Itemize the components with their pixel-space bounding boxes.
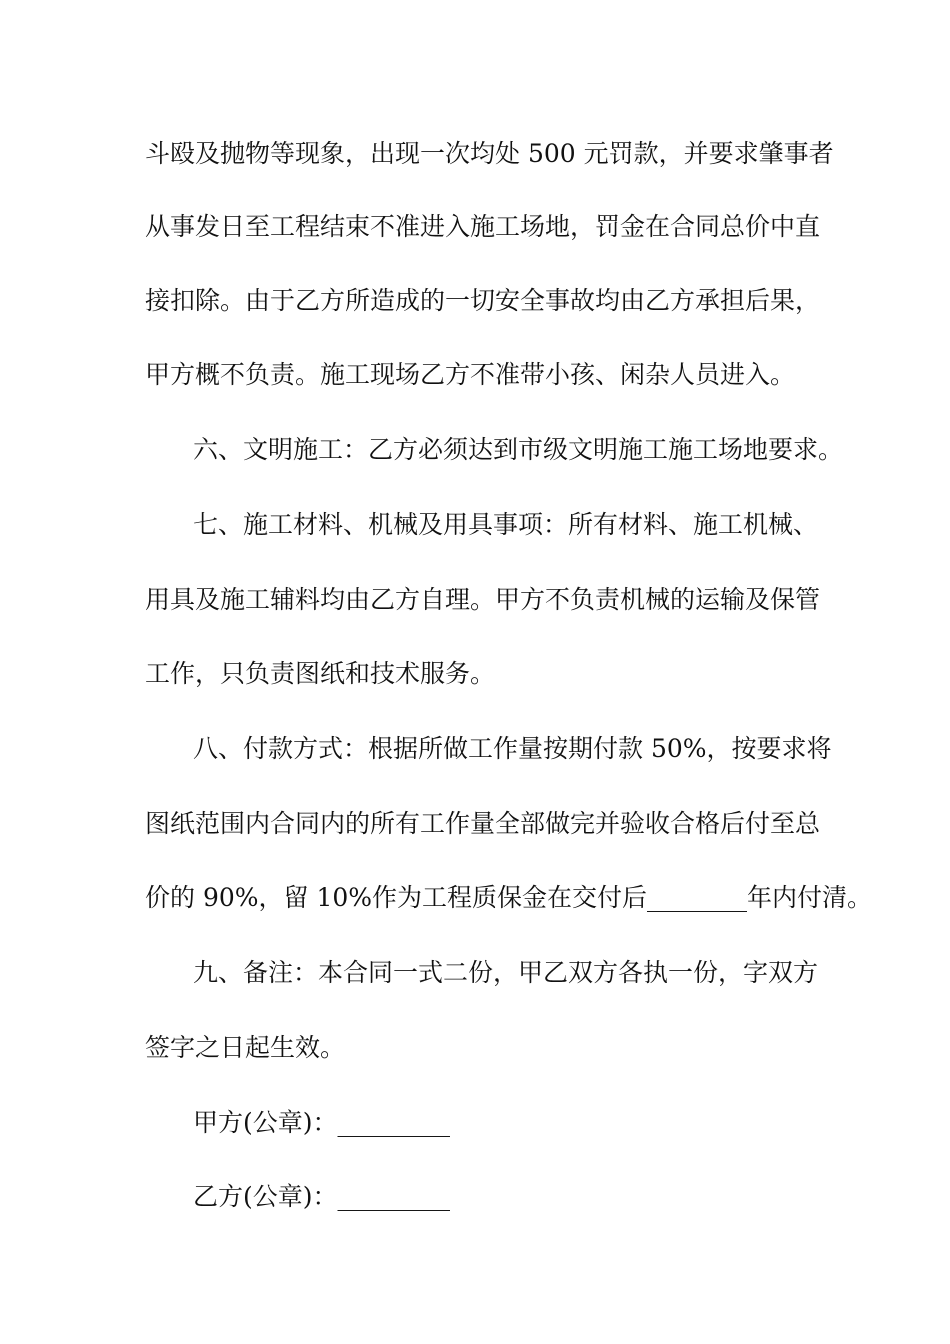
clause-8-line-2: 图纸范围内合同内的所有工作量全部做完并验收合格后付至总 [145, 809, 821, 838]
clause-5-line-1: 斗殴及抛物等现象，出现一次均处 500 元罚款，并要求肇事者 [145, 139, 834, 168]
clause-7-line-1: 七、施工材料、机械及用具事项：所有材料、施工机械、 [193, 510, 819, 539]
clause-7-line-2: 用具及施工辅料均由乙方自理。甲方不负责机械的运输及保管 [145, 585, 821, 614]
clause-5-line-4: 甲方概不负责。施工现场乙方不准带小孩、闲杂人员进入。 [145, 360, 796, 389]
clause-9-line-2: 签字之日起生效。 [145, 1033, 346, 1062]
clause-6-line-1: 六、文明施工：乙方必须达到市级文明施工施工场地要求。 [193, 435, 844, 464]
party-b-signature-line: 乙方(公章)：_________ [193, 1182, 451, 1211]
clause-5-line-3: 接扣除。由于乙方所造成的一切安全事故均由乙方承担后果， [145, 286, 821, 315]
clause-8-line-1: 八、付款方式：根据所做工作量按期付款 50%，按要求将 [193, 734, 832, 763]
party-a-signature-line: 甲方(公章)：_________ [193, 1108, 451, 1137]
clause-9-line-1: 九、备注：本合同一式二份，甲乙双方各执一份，字双方 [193, 958, 819, 987]
clause-5-line-2: 从事发日至工程结束不准进入施工场地，罚金在合同总价中直 [145, 212, 821, 241]
clause-7-line-3: 工作，只负责图纸和技术服务。 [145, 659, 496, 688]
clause-8-line-3: 价的 90%，留 10%作为工程质保金在交付后________年内付清。 [145, 883, 873, 912]
